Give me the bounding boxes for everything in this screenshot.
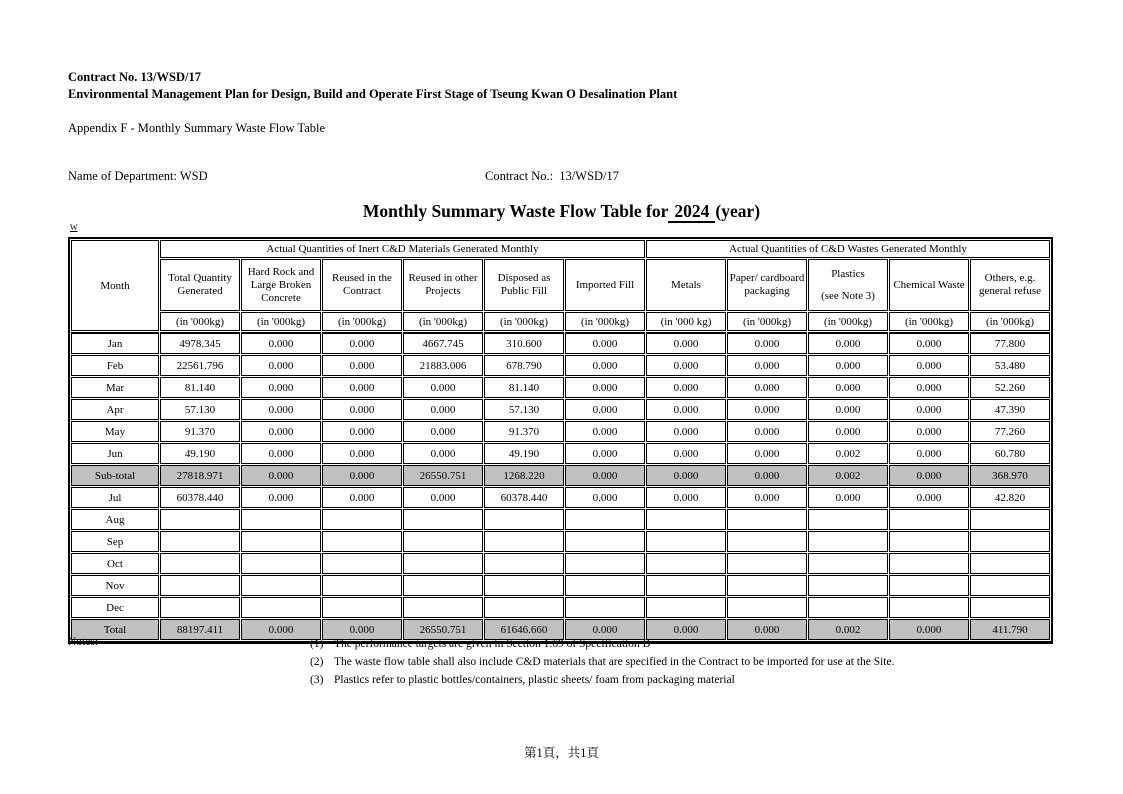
value-cell: 52.260 xyxy=(970,377,1050,398)
value-cell: 77.800 xyxy=(970,332,1050,354)
value-cell xyxy=(808,509,888,530)
table-row xyxy=(71,465,1050,486)
value-cell xyxy=(565,575,645,596)
unit-cell: (in '000kg) xyxy=(970,312,1050,331)
value-cell: 0.000 xyxy=(646,443,726,464)
value-cell xyxy=(646,553,726,574)
value-cell: 0.000 xyxy=(727,421,807,442)
value-cell: 0.000 xyxy=(646,399,726,420)
value-cell: 0.000 xyxy=(322,465,402,486)
value-cell xyxy=(646,597,726,618)
value-cell: 4978.345 xyxy=(160,332,240,354)
value-cell xyxy=(484,575,564,596)
value-cell xyxy=(889,575,969,596)
value-cell xyxy=(970,575,1050,596)
value-cell xyxy=(727,509,807,530)
value-cell xyxy=(322,575,402,596)
value-cell: 21883.006 xyxy=(403,355,483,376)
value-cell: 0.000 xyxy=(889,355,969,376)
value-cell: 0.000 xyxy=(403,421,483,442)
unit-cell: (in '000 kg) xyxy=(646,312,726,331)
table-row xyxy=(71,531,1050,552)
value-cell: 0.000 xyxy=(727,332,807,354)
value-cell xyxy=(565,597,645,618)
value-cell: 0.000 xyxy=(565,399,645,420)
title-year: 2024 xyxy=(668,201,715,223)
month-cell: Jan xyxy=(71,332,159,354)
value-cell: 77.260 xyxy=(970,421,1050,442)
value-cell: 60378.440 xyxy=(484,487,564,508)
note-item xyxy=(310,654,894,672)
notes-label: Notes: xyxy=(68,636,99,648)
column-header-label: Chemical Waste xyxy=(893,278,965,291)
column-header xyxy=(160,259,240,311)
month-cell: Total xyxy=(71,619,159,640)
month-cell: Aug xyxy=(71,509,159,530)
table-row xyxy=(71,377,1050,398)
value-cell: 0.000 xyxy=(403,487,483,508)
column-header-label: Disposed as Public Fill xyxy=(497,272,551,297)
value-cell: 0.000 xyxy=(646,377,726,398)
value-cell: 0.000 xyxy=(322,443,402,464)
value-cell: 60378.440 xyxy=(160,487,240,508)
value-cell xyxy=(322,553,402,574)
value-cell: 0.000 xyxy=(322,377,402,398)
value-cell: 26550.751 xyxy=(403,619,483,640)
value-cell: 4667.745 xyxy=(403,332,483,354)
column-header-label: Total Quantity Generated xyxy=(168,272,232,297)
notes-list xyxy=(310,636,894,689)
column-header xyxy=(322,259,402,311)
value-cell: 0.000 xyxy=(565,487,645,508)
appendix-line: Appendix F - Monthly Summary Waste Flow Table xyxy=(68,121,326,135)
unit-cell: (in '000kg) xyxy=(727,312,807,331)
table-row xyxy=(71,332,1050,354)
value-cell: 0.000 xyxy=(241,443,321,464)
column-header xyxy=(808,259,888,311)
value-cell: 61646.660 xyxy=(484,619,564,640)
value-cell xyxy=(403,553,483,574)
table-row xyxy=(71,575,1050,596)
table-row xyxy=(71,487,1050,508)
value-cell xyxy=(322,597,402,618)
value-cell xyxy=(322,531,402,552)
column-header-label: Metals xyxy=(671,278,701,291)
column-header-label: Paper/ cardboard packaging xyxy=(729,272,805,297)
value-cell: 0.000 xyxy=(565,377,645,398)
value-cell xyxy=(889,531,969,552)
value-cell: 0.000 xyxy=(241,399,321,420)
column-header xyxy=(970,259,1050,311)
column-header xyxy=(646,259,726,311)
value-cell: 0.000 xyxy=(727,355,807,376)
month-column-header: Month xyxy=(71,240,159,331)
note-number: (2) xyxy=(310,655,324,668)
column-header-label: Reused in other Projects xyxy=(408,272,478,297)
contract-number-line: Contract No. 13/WSD/17 xyxy=(68,70,201,84)
column-header-label: Hard Rock and Large Broken Concrete xyxy=(247,265,315,304)
value-cell: 0.000 xyxy=(889,465,969,486)
value-cell: 0.000 xyxy=(889,399,969,420)
title-prefix: Monthly Summary Waste Flow Table for xyxy=(362,201,669,221)
value-cell: 678.790 xyxy=(484,355,564,376)
value-cell xyxy=(160,531,240,552)
cd-wastes-group-header: Actual Quantities of C&D Wastes Generated Monthly xyxy=(646,240,1050,258)
month-cell: May xyxy=(71,421,159,442)
value-cell xyxy=(808,531,888,552)
group-header-row xyxy=(71,240,1050,258)
value-cell xyxy=(322,509,402,530)
month-cell: Jul xyxy=(71,487,159,508)
value-cell: 81.140 xyxy=(484,377,564,398)
value-cell: 0.000 xyxy=(727,377,807,398)
value-cell: 0.000 xyxy=(889,332,969,354)
unit-cell: (in '000kg) xyxy=(889,312,969,331)
value-cell: 0.000 xyxy=(241,377,321,398)
value-cell: 57.130 xyxy=(484,399,564,420)
value-cell: 0.000 xyxy=(808,399,888,420)
value-cell xyxy=(565,531,645,552)
value-cell xyxy=(970,531,1050,552)
note-number: (1) xyxy=(310,638,324,650)
value-cell: 0.000 xyxy=(889,421,969,442)
value-cell: 0.000 xyxy=(322,332,402,354)
value-cell xyxy=(403,575,483,596)
value-cell xyxy=(889,553,969,574)
value-cell: 57.130 xyxy=(160,399,240,420)
value-cell: 0.000 xyxy=(565,465,645,486)
unit-row xyxy=(71,312,1050,331)
value-cell xyxy=(889,509,969,530)
unit-cell: (in '000kg) xyxy=(565,312,645,331)
note-item xyxy=(310,636,894,654)
value-cell: 0.000 xyxy=(241,619,321,640)
value-cell: 53.480 xyxy=(970,355,1050,376)
value-cell xyxy=(970,553,1050,574)
table-row xyxy=(71,553,1050,574)
month-cell: Jun xyxy=(71,443,159,464)
value-cell xyxy=(241,575,321,596)
value-cell: 0.000 xyxy=(889,443,969,464)
column-header xyxy=(241,259,321,311)
value-cell: 0.000 xyxy=(241,465,321,486)
note-text: The waste flow table shall also include C&D materials that are specified in the Contract to be imported for use at the Site. xyxy=(334,655,895,668)
value-cell: 0.000 xyxy=(565,619,645,640)
table-row xyxy=(71,597,1050,618)
value-cell: 49.190 xyxy=(484,443,564,464)
month-cell: Mar xyxy=(71,377,159,398)
plan-title-line: Environmental Management Plan for Design, Build and Operate First Stage of Tseung Kwan O Desalination Plant xyxy=(68,87,678,101)
value-cell xyxy=(646,531,726,552)
value-cell xyxy=(241,597,321,618)
value-cell xyxy=(241,531,321,552)
value-cell xyxy=(160,509,240,530)
value-cell: 0.000 xyxy=(646,465,726,486)
month-cell: Apr xyxy=(71,399,159,420)
value-cell xyxy=(808,553,888,574)
column-header-sublabel: (see Note 3) xyxy=(821,289,875,302)
value-cell xyxy=(970,597,1050,618)
column-header-label: Others, e.g. general refuse xyxy=(979,272,1041,297)
value-cell: 0.000 xyxy=(241,332,321,354)
value-cell: 0.002 xyxy=(808,443,888,464)
month-cell: Dec xyxy=(71,597,159,618)
value-cell: 0.000 xyxy=(889,619,969,640)
table-row xyxy=(71,509,1050,530)
column-header xyxy=(565,259,645,311)
waste-table-body xyxy=(71,332,1050,640)
value-cell xyxy=(808,597,888,618)
value-cell: 0.000 xyxy=(565,443,645,464)
value-cell: 91.370 xyxy=(160,421,240,442)
unit-cell: (in '000kg) xyxy=(403,312,483,331)
value-cell: 0.000 xyxy=(241,487,321,508)
value-cell: 0.000 xyxy=(646,421,726,442)
value-cell xyxy=(160,553,240,574)
value-cell xyxy=(808,575,888,596)
value-cell xyxy=(484,553,564,574)
value-cell: 88197.411 xyxy=(160,619,240,640)
waste-flow-table xyxy=(68,237,1053,644)
value-cell: 60.780 xyxy=(970,443,1050,464)
month-cell: Oct xyxy=(71,553,159,574)
value-cell: 0.000 xyxy=(727,487,807,508)
column-header-label: Reused in the Contract xyxy=(332,272,392,297)
value-cell: 42.820 xyxy=(970,487,1050,508)
value-cell: 0.000 xyxy=(241,421,321,442)
column-header-label: Plastics xyxy=(831,267,865,280)
value-cell: 49.190 xyxy=(160,443,240,464)
value-cell: 27818.971 xyxy=(160,465,240,486)
value-cell xyxy=(484,597,564,618)
value-cell xyxy=(160,597,240,618)
month-cell: Sub-total xyxy=(71,465,159,486)
table-row xyxy=(71,443,1050,464)
value-cell: 0.000 xyxy=(322,421,402,442)
value-cell: 0.000 xyxy=(808,421,888,442)
column-header-label: Imported Fill xyxy=(575,278,635,291)
value-cell: 0.000 xyxy=(727,619,807,640)
value-cell xyxy=(241,509,321,530)
note-item xyxy=(310,672,894,690)
value-cell xyxy=(727,553,807,574)
value-cell: 0.000 xyxy=(322,355,402,376)
value-cell xyxy=(889,597,969,618)
value-cell xyxy=(403,509,483,530)
column-header xyxy=(403,259,483,311)
value-cell xyxy=(484,531,564,552)
value-cell: 0.000 xyxy=(403,399,483,420)
page-title xyxy=(0,201,1123,222)
contract-no-field: Contract No.: 13/WSD/17 xyxy=(485,169,620,183)
unit-cell: (in '000kg) xyxy=(808,312,888,331)
unit-cell: (in '000kg) xyxy=(160,312,240,331)
value-cell: 411.790 xyxy=(970,619,1050,640)
value-cell: 0.000 xyxy=(646,487,726,508)
value-cell: 0.000 xyxy=(322,399,402,420)
stray-watermark: W xyxy=(70,223,78,232)
value-cell: 0.000 xyxy=(727,399,807,420)
value-cell xyxy=(403,597,483,618)
table-row xyxy=(71,421,1050,442)
value-cell xyxy=(727,575,807,596)
value-cell: 47.390 xyxy=(970,399,1050,420)
value-cell xyxy=(727,597,807,618)
column-header xyxy=(889,259,969,311)
value-cell: 0.000 xyxy=(241,355,321,376)
column-header-row xyxy=(71,259,1050,311)
value-cell: 0.000 xyxy=(889,487,969,508)
value-cell xyxy=(646,509,726,530)
month-cell: Feb xyxy=(71,355,159,376)
value-cell: 81.140 xyxy=(160,377,240,398)
value-cell: 1268.220 xyxy=(484,465,564,486)
note-number: (3) xyxy=(310,673,324,686)
value-cell: 0.000 xyxy=(889,377,969,398)
value-cell: 0.000 xyxy=(808,355,888,376)
value-cell: 0.000 xyxy=(808,487,888,508)
note-text: Plastics refer to plastic bottles/containers, plastic sheets/ foam from packaging material xyxy=(334,673,735,686)
month-cell: Sep xyxy=(71,531,159,552)
column-header xyxy=(484,259,564,311)
value-cell: 0.000 xyxy=(808,377,888,398)
value-cell xyxy=(565,509,645,530)
value-cell xyxy=(241,553,321,574)
value-cell: 0.000 xyxy=(565,355,645,376)
value-cell: 91.370 xyxy=(484,421,564,442)
department-name: Name of Department: WSD xyxy=(68,169,208,183)
note-text: The performance targets are given in Section 1.69 of Specification B xyxy=(334,638,651,650)
value-cell: 0.002 xyxy=(808,619,888,640)
value-cell xyxy=(565,553,645,574)
unit-cell: (in '000kg) xyxy=(241,312,321,331)
value-cell: 22561.796 xyxy=(160,355,240,376)
table-row xyxy=(71,355,1050,376)
month-cell: Nov xyxy=(71,575,159,596)
unit-cell: (in '000kg) xyxy=(322,312,402,331)
value-cell: 0.000 xyxy=(322,487,402,508)
value-cell: 0.000 xyxy=(646,619,726,640)
value-cell xyxy=(970,509,1050,530)
value-cell xyxy=(646,575,726,596)
value-cell: 310.600 xyxy=(484,332,564,354)
value-cell: 0.000 xyxy=(565,332,645,354)
value-cell: 0.002 xyxy=(808,465,888,486)
value-cell xyxy=(403,531,483,552)
value-cell xyxy=(160,575,240,596)
page-number-footer: 第1頁，共1頁 xyxy=(523,746,599,760)
value-cell: 0.000 xyxy=(646,355,726,376)
value-cell: 0.000 xyxy=(808,332,888,354)
value-cell: 0.000 xyxy=(403,443,483,464)
value-cell: 0.000 xyxy=(727,465,807,486)
value-cell: 368.970 xyxy=(970,465,1050,486)
value-cell xyxy=(484,509,564,530)
column-header xyxy=(727,259,807,311)
inert-materials-group-header: Actual Quantities of Inert C&D Materials Generated Monthly xyxy=(160,240,645,258)
value-cell xyxy=(727,531,807,552)
value-cell: 0.000 xyxy=(646,332,726,354)
value-cell: 0.000 xyxy=(727,443,807,464)
title-suffix: (year) xyxy=(715,201,761,221)
value-cell: 26550.751 xyxy=(403,465,483,486)
value-cell: 0.000 xyxy=(403,377,483,398)
table-row xyxy=(71,399,1050,420)
value-cell: 0.000 xyxy=(565,421,645,442)
value-cell: 0.000 xyxy=(322,619,402,640)
unit-cell: (in '000kg) xyxy=(484,312,564,331)
